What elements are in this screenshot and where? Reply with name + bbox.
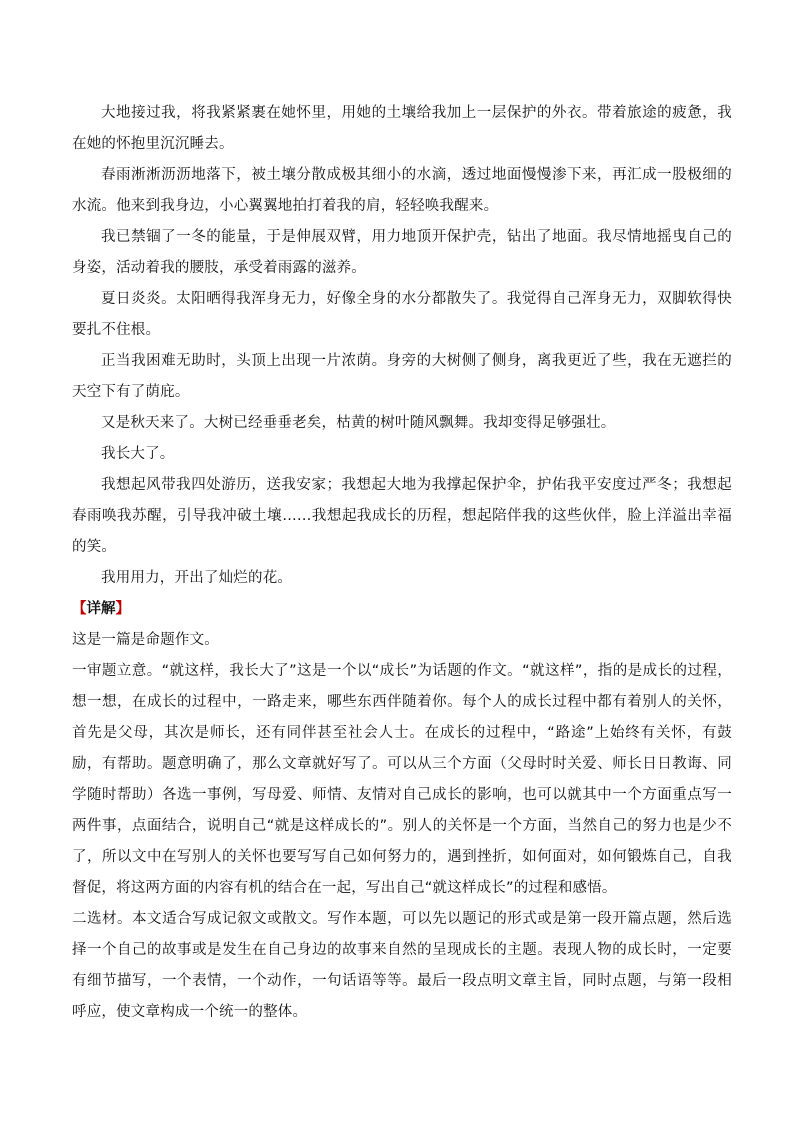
open-bracket: 【: [72, 601, 87, 617]
essay-paragraph: 我用用力，开出了灿烂的花。: [101, 570, 293, 586]
essay-paragraph: 我已禁锢了一冬的能量，于是伸展双臂，用力地顶开保护壳，钻出了地面。我尽情地摇曳自己的身姿，活动着我的腰肢，承受着雨露的滋养。: [72, 229, 732, 276]
detail-paragraph: 一审题立意。“就这样，我长大了”这是一个以“成长”为话题的作文。“就这样”，指的是成长的过程，想一想，在成长的过程中，一路走来，哪些东西伴随着你。每个人的成长过程中都有着别人的关怀，首先是父母，其次是师长，还有同伴甚至社会人士。在成长的过程中，“路途”上始终有关怀，有鼓励，有帮助。题意明确了，那么文章就好写了。可以从三个方面（父母时时关爱、师长日日教诲、同学随时帮助）各选一事例，写母爱、师情、友情对自己成长的影响，也可以就其中一个方面重点写一两件事，点面结合，说明自己“就是这样成长的”。别人的关怀是一个方面，当然自己的努力也是少不了，所以文中在写别人的关怀也要写写自己如何努力的，遇到挫折，如何面对，如何锻炼自己，自我督促，将这两方面的内容有机的结合在一起，写出自己“就这样成长”的过程和感悟。: [72, 663, 732, 896]
essay-paragraph: 又是秋天来了。大树已经垂垂老矣，枯黄的树叶随风飘舞。我却变得足够强壮。: [101, 415, 616, 431]
document-page: [72, 98, 732, 1028]
close-bracket: 】: [115, 601, 130, 617]
essay-paragraph: 大地接过我，将我紧紧裹在她怀里，用她的土壤给我加上一层保护的外衣。带着旅途的疲惫，我在她的怀抱里沉沉睡去。: [72, 105, 732, 152]
detail-paragraph: 二选材。本文适合写成记叙文或散文。写作本题，可以先以题记的形式或是第一段开篇点题，然后选择一个自己的故事或是发生在自己身边的故事来自然的呈现成长的主题。表现人物的成长时，一定要有细节描写，一个表情，一个动作，一句话语等等。最后一段点明文章主旨，同时点题，与第一段相呼应，使文章构成一个统一的整体。: [72, 911, 732, 1020]
essay-paragraph: 正当我困难无助时，头顶上出现一片浓荫。身旁的大树侧了侧身，离我更近了些，我在无遮拦的天空下有了荫庇。: [72, 353, 732, 400]
essay-paragraph: 夏日炎炎。太阳晒得我浑身无力，好像全身的水分都散失了。我觉得自己浑身无力，双脚软得快要扎不住根。: [72, 291, 732, 338]
essay-paragraph: 春雨淅淅沥沥地落下，被土壤分散成极其细小的水滴，透过地面慢慢渗下来，再汇成一股极细的水流。他来到我身边，小心翼翼地拍打着我的肩，轻轻唤我醒来。: [72, 167, 732, 214]
detail-label: 详解: [86, 601, 116, 617]
detail-paragraph: 这是一篇是命题作文。: [72, 632, 219, 648]
detail-section-heading: [72, 594, 732, 625]
essay-paragraph: 我长大了。: [101, 446, 175, 462]
detail-body: [72, 625, 732, 1028]
essay-body: [72, 98, 732, 594]
essay-paragraph: 我想起风带我四处游历，送我安家；我想起大地为我撑起保护伞，护佑我平安度过严冬；我想起春雨唤我苏醒，引导我冲破土壤……我想起我成长的历程，想起陪伴我的这些伙伴，脸上洋溢出幸福的笑。: [72, 477, 732, 555]
